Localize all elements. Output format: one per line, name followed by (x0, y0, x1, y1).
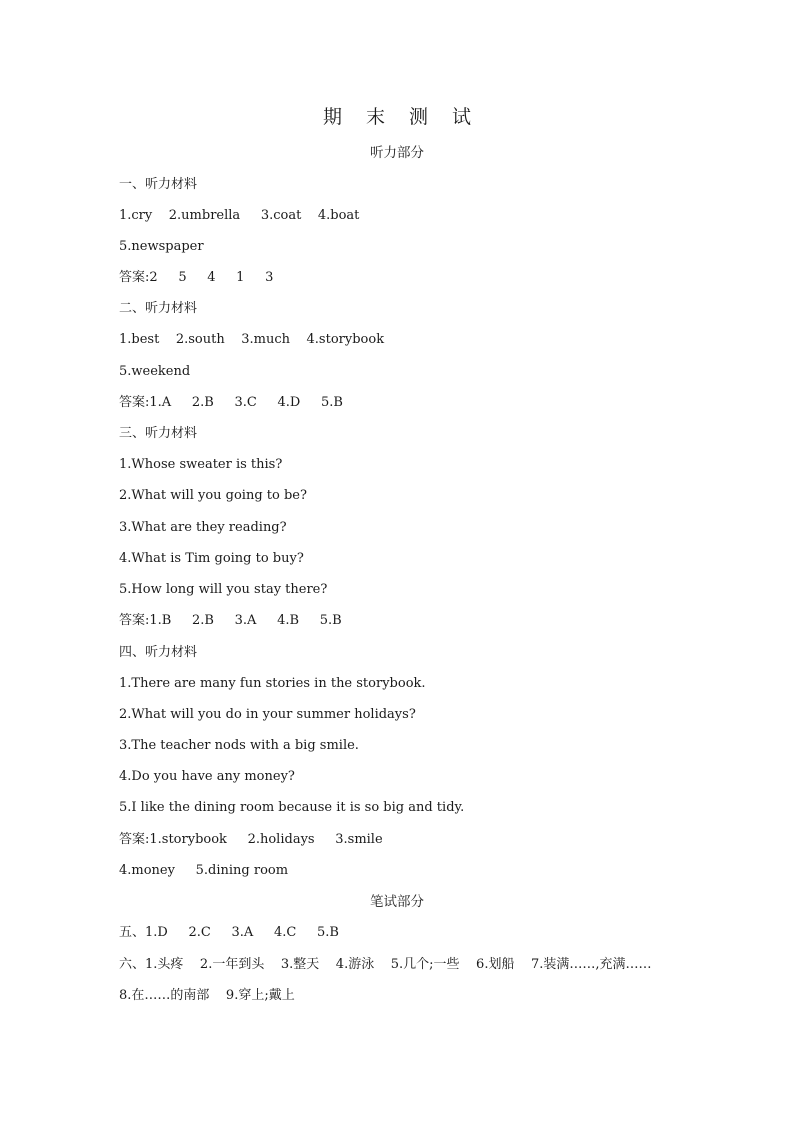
page-title: 期 末 测 试 (322, 106, 481, 128)
section-2-words-line-1: 1.best 2.south 3.much 4.storybook (119, 332, 385, 347)
section-1-words-line-1: 1.cry 2.umbrella 3.coat 4.boat (119, 208, 360, 223)
section-2-words-line-2: 5.weekend (119, 364, 191, 379)
section-3-heading: 三、听力材料 (119, 426, 198, 441)
section-4-answer-line-2: 4.money 5.dining room (119, 863, 289, 878)
section-4-item: 4.Do you have any money? (119, 769, 295, 784)
section-6-answers-line-2: 8.在……的南部 9.穿上;戴上 (119, 988, 295, 1003)
section-4-heading: 四、听力材料 (119, 645, 198, 660)
section-3-item: 4.What is Tim going to buy? (119, 551, 304, 566)
section-1-heading: 一、听力材料 (119, 177, 198, 192)
section-4-answer-line-1: 答案:1.storybook 2.holidays 3.smile (119, 832, 383, 847)
section-2-heading: 二、听力材料 (119, 301, 198, 316)
section-4-item: 3.The teacher nods with a big smile. (119, 738, 359, 753)
section-3-item: 5.How long will you stay there? (119, 582, 328, 597)
section-5-answers: 五、1.D 2.C 3.A 4.C 5.B (119, 925, 339, 940)
listening-section-heading: 听力部分 (370, 145, 424, 161)
section-3-item: 2.What will you going to be? (119, 488, 307, 503)
section-4-item: 2.What will you do in your summer holidays? (119, 707, 416, 722)
section-3-answer: 答案:1.B 2.B 3.A 4.B 5.B (119, 613, 342, 628)
section-2-answer: 答案:1.A 2.B 3.C 4.D 5.B (119, 395, 343, 410)
section-4-item: 5.I like the dining room because it is so big and tidy. (119, 800, 465, 815)
section-1-words-line-2: 5.newspaper (119, 239, 204, 254)
section-4-item: 1.There are many fun stories in the storybook. (119, 676, 426, 691)
section-6-answers-line-1: 六、1.头疼 2.一年到头 3.整天 4.游泳 5.几个;一些 6.划船 7.装满……,充满…… (119, 957, 652, 972)
written-section-heading: 笔试部分 (370, 894, 424, 910)
section-3-item: 1.Whose sweater is this? (119, 457, 283, 472)
section-3-item: 3.What are they reading? (119, 520, 287, 535)
section-1-answer: 答案:2 5 4 1 3 (119, 270, 274, 285)
